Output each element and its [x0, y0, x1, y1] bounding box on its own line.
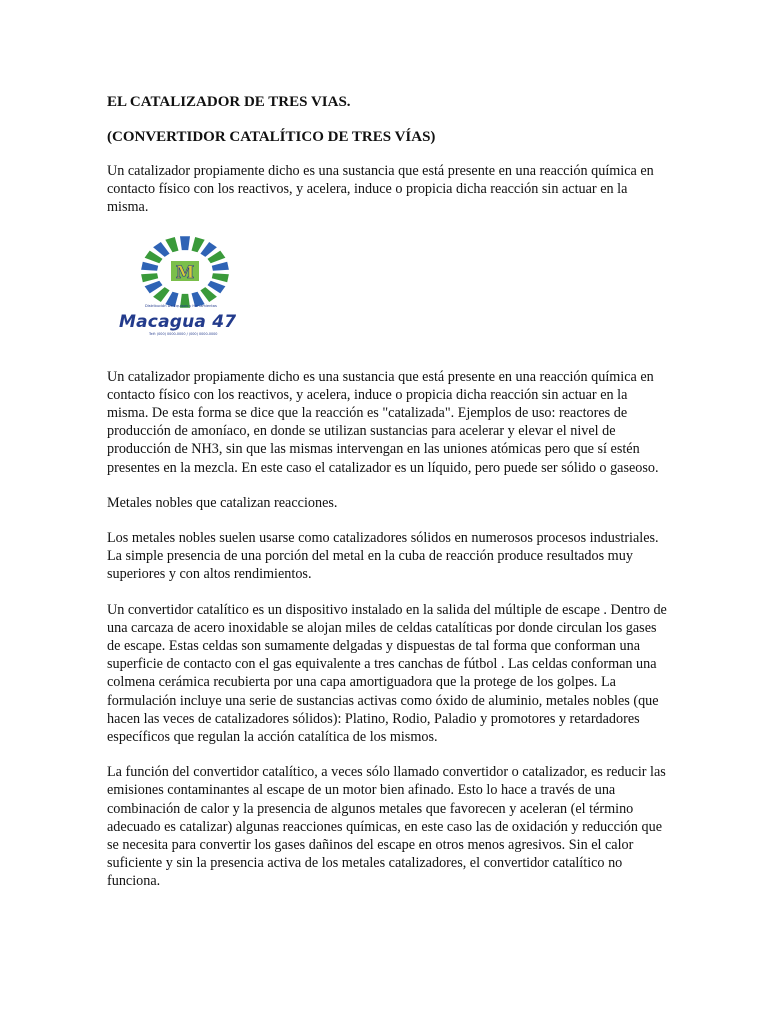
- logo-phone: Telf: (000) 0000-0000 / (000) 0000-0000: [149, 331, 218, 336]
- logo-ring-segment: [212, 273, 229, 282]
- paragraph-definition: Un catalizador propiamente dicho es una sustancia que está presente en una reacción química en contacto físico con los reactivos, y acelera, induce o propicia dicha reacción sin actuar en la misma. De esta forma se dice que la reacción es "catalizada". Ejemplos de uso: reactores de producción de amoníaco, en donde se utilizan sustancias para acelerar y elevar el nivel de producción de NH3, sin que las mismas intervengan en las uniones atómicas pero que sí estén presentes en la mezcla. En este caso el catalizador es un líquido, pero puede ser sólido o gaseoso.: [107, 368, 659, 476]
- paragraph-converter-description: Un convertidor catalítico es un dispositivo instalado en la salida del múltiple de escape . Dentro de una carcaza de acero inoxidable se alojan miles de celdas catalíticas por donde circulan los gases de escape. Estas celdas son sumamente delgadas y dispuestas de tal forma que conforman una superficie de contacto con el gas equivalente a tres canchas de fútbol . Las celdas conforman una colmena cerámica recubierta por una capa amortiguadora que la protege de los golpes. La formulación incluye una serie de sustancias activas como óxido de aluminio, metales nobles (que hacen las veces de catalizadores sólidos): Platino, Rodio, Paladio y promotores y retardadores específicos que regulan la acción catalítica de los mismos.: [107, 601, 667, 746]
- intro-paragraph: Un catalizador propiamente dicho es una sustancia que está presente en una reacción química en contacto físico con los reactivos, y acelera, induce o propicia dicha reacción sin actuar en la misma.: [107, 163, 654, 216]
- macagua-logo: [115, 234, 255, 346]
- logo-ring-segment: [165, 237, 178, 252]
- logo-ring-graphic: [115, 234, 255, 314]
- document-page: [107, 93, 667, 908]
- paragraph-converter-function: La función del convertidor catalítico, a veces sólo llamado convertidor o catalizador, es reducir las emisiones contaminantes al escape de un motor bien afinado. Esto lo hace a través de una combinación de calor y la presencia de algunos metales que favorecen y aceleran (el término adecuado es catalizar) algunas reacciones químicas, en este caso las de oxidación y reducción que se necesita para convertir los gases dañinos del escape en otros menos agresivos. Sin el calor suficiente y sin la presencia activa de los metales catalizadores, el convertidor catalítico no funciona.: [107, 764, 666, 890]
- logo-letter: M: [175, 262, 195, 283]
- paragraph-noble-metals: Los metales nobles suelen usarse como catalizadores sólidos en numerosos procesos industriales. La simple presencia de una porción del metal en la cuba de reacción produce resultados muy superiores y con altos rendimientos.: [107, 530, 659, 583]
- logo-ring-segment: [180, 236, 190, 250]
- logo-wordmark: Macagua 47: [119, 311, 237, 332]
- logo-ring-segment: [192, 237, 205, 252]
- logo-tagline: Distribución De Equipos y Herramientas: [145, 303, 217, 308]
- logo-ring-segment: [141, 273, 158, 282]
- logo-ring-segment: [212, 261, 229, 270]
- document-title: EL CATALIZADOR DE TRES VIAS.: [107, 94, 351, 110]
- logo-ring-segment: [141, 261, 158, 270]
- document-subtitle: (CONVERTIDOR CATALÍTICO DE TRES VÍAS): [107, 129, 436, 145]
- paragraph-noble-metals-heading: Metales nobles que catalizan reacciones.: [107, 494, 338, 511]
